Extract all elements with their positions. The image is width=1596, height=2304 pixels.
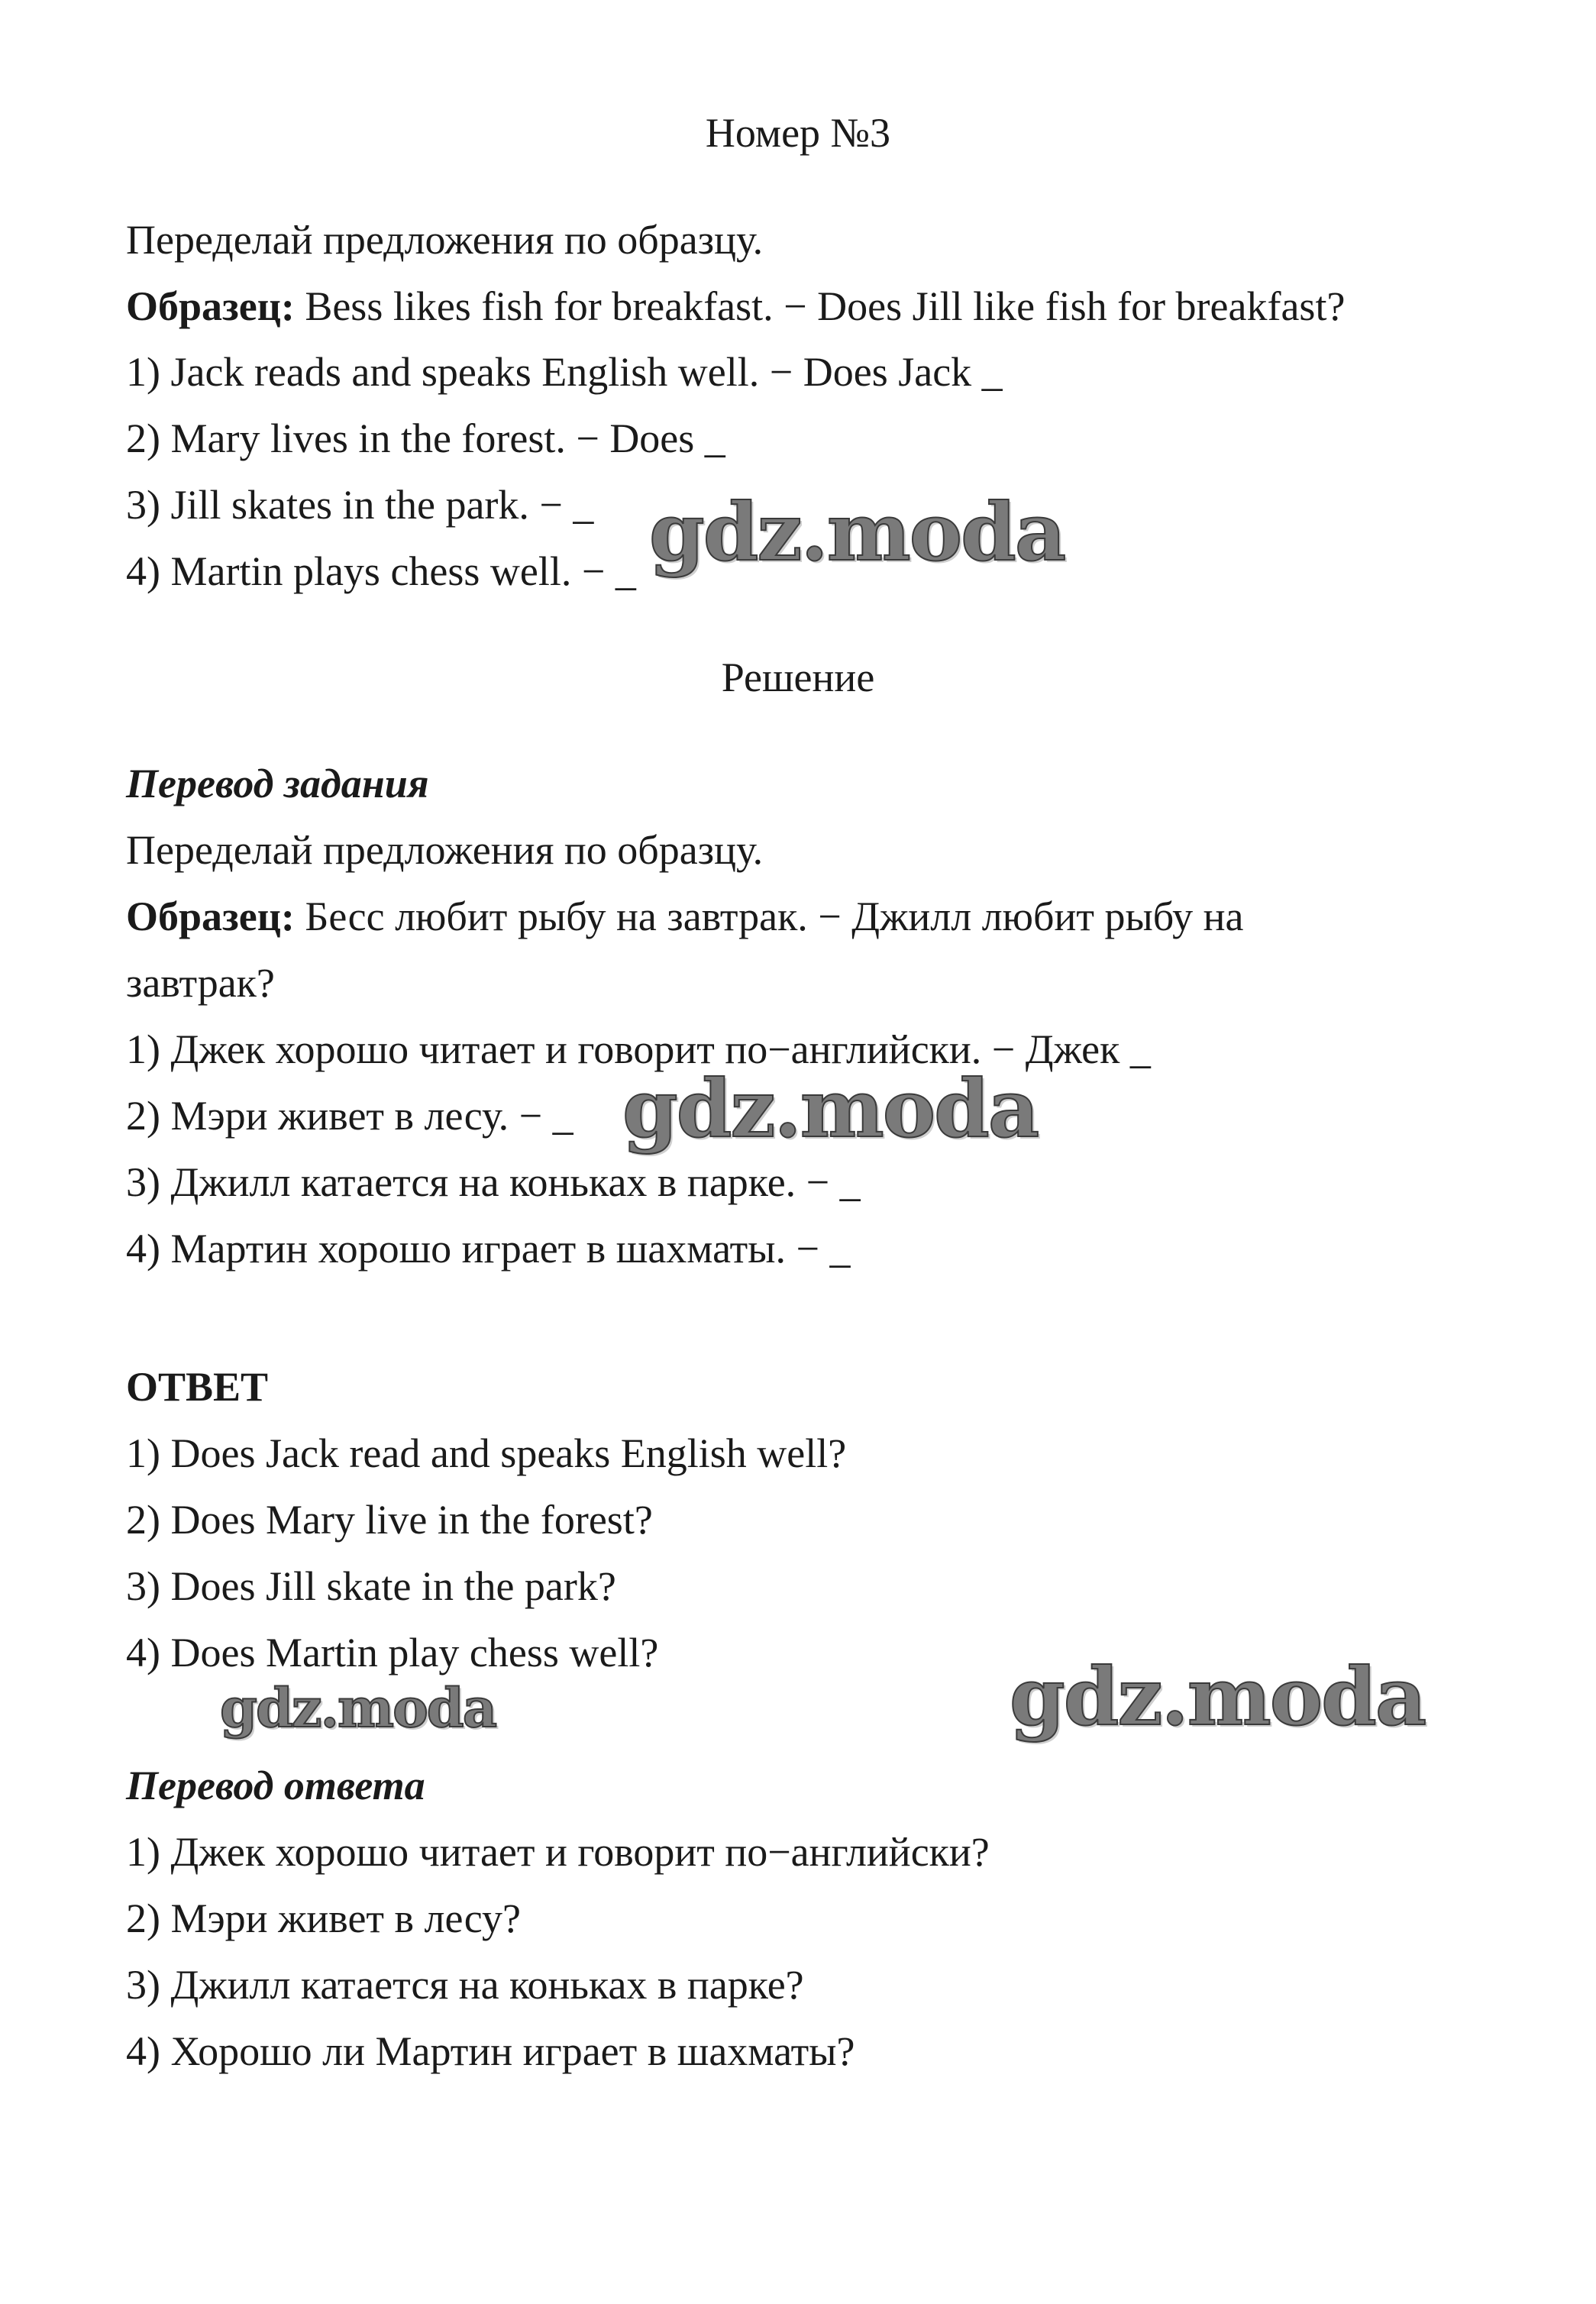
translation-item-3: 3) Джилл катается на коньках в парке. − _ [126, 1159, 861, 1205]
answer-item-1: 1) Does Jack read and speaks English well? [126, 1430, 847, 1476]
answer-item-2: 2) Does Mary live in the forest? [126, 1497, 653, 1543]
translation-sample-label: Образец: [126, 893, 295, 939]
answer-item-4: 4) Does Martin play chess well? [126, 1630, 659, 1675]
task-item-3: 3) Jill skates in the park. − _ [126, 482, 594, 528]
watermark-logo: gdz.moda [649, 485, 1065, 579]
answer-translation-item-2: 2) Мэри живет в лесу? [126, 1895, 522, 1941]
answer-translation-heading: Перевод ответа [126, 1763, 425, 1808]
task-instruction: Переделай предложения по образцу. [126, 217, 764, 263]
task-sample-label: Образец: [126, 283, 295, 329]
translation-item-4: 4) Мартин хорошо играет в шахматы. − _ [126, 1226, 851, 1272]
translation-sample [126, 892, 1244, 941]
task-sample-text: Bess likes fish for breakfast. − Does Jill like fish for breakfast? [294, 283, 1346, 329]
answer-translation-item-3: 3) Джилл катается на коньках в парке? [126, 1962, 804, 2008]
answer-heading: ОТВЕТ [126, 1364, 269, 1410]
task-item-2: 2) Mary lives in the forest. − Does _ [126, 415, 725, 461]
task-item-4: 4) Martin plays chess well. − _ [126, 548, 636, 594]
page-title: Номер №3 [705, 110, 891, 156]
watermark-logo: gdz.moda [220, 1676, 496, 1740]
watermark-logo: gdz.moda [1010, 1650, 1426, 1743]
watermark-logo: gdz.moda [622, 1062, 1039, 1155]
task-sample [126, 282, 1345, 331]
translation-sample-continued: завтрак? [126, 960, 275, 1006]
solution-heading: Решение [721, 654, 875, 700]
answer-item-3: 3) Does Jill skate in the park? [126, 1563, 616, 1609]
answer-translation-item-4: 4) Хорошо ли Мартин играет в шахматы? [126, 2028, 855, 2074]
translation-instruction: Переделай предложения по образцу. [126, 827, 764, 873]
answer-translation-item-1: 1) Джек хорошо читает и говорит по−английски? [126, 1829, 990, 1875]
task-item-1: 1) Jack reads and speaks English well. − Does Jack _ [126, 349, 1003, 395]
translation-item-2: 2) Мэри живет в лесу. − _ [126, 1093, 573, 1139]
translation-item-1: 1) Джек хорошо читает и говорит по−английски. − Джек _ [126, 1026, 1151, 1072]
translation-sample-text: Бесс любит рыбу на завтрак. − Джилл любит рыбу на [294, 893, 1244, 939]
translation-heading: Перевод задания [126, 761, 429, 806]
